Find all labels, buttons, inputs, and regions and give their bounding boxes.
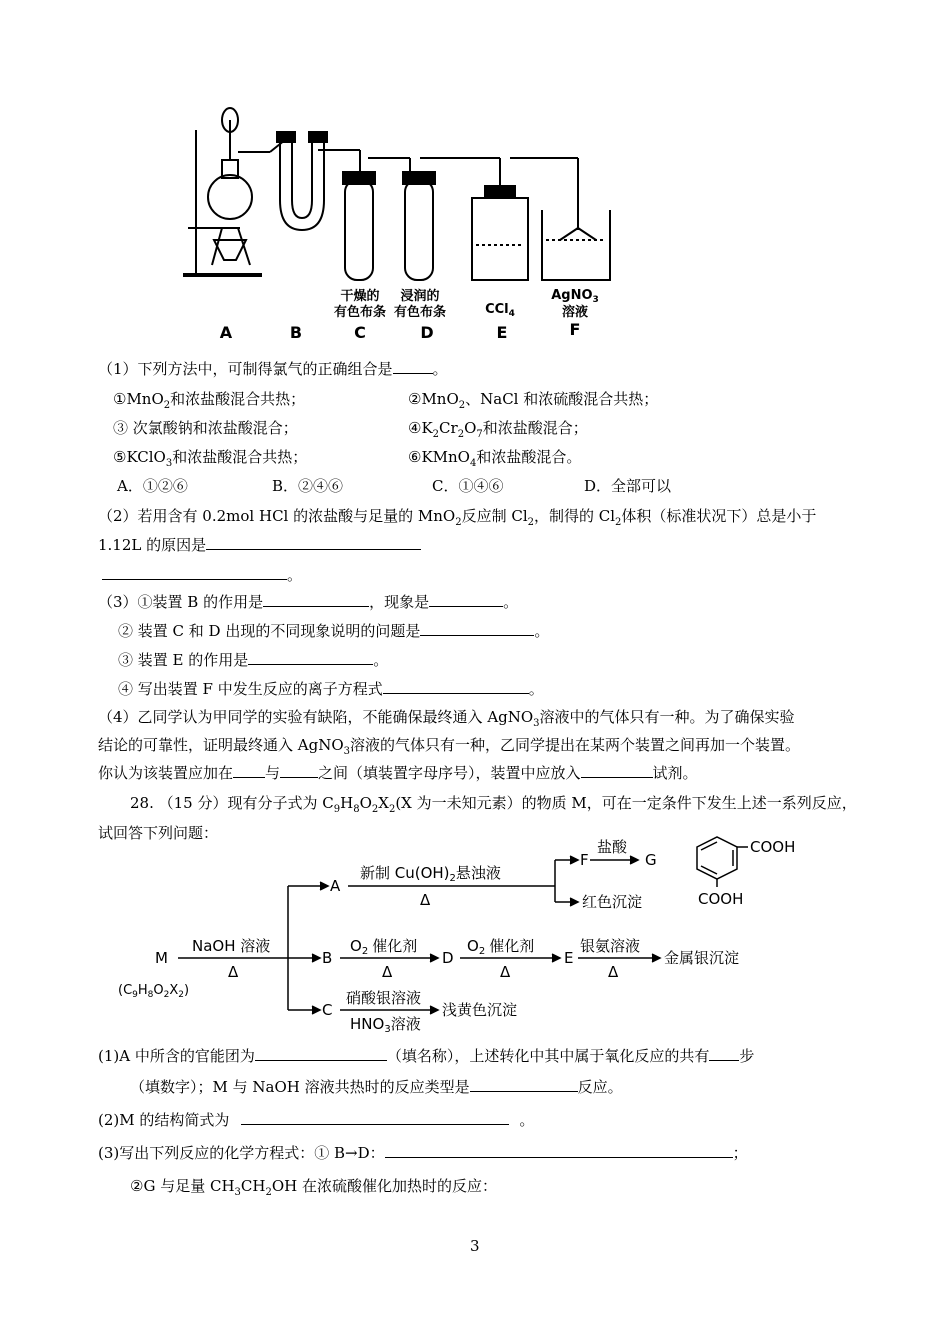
q28-part1-1: (1)A 中所含的官能团为 （填名称），上述转化中其中属于氧化反应的共有 步 — [98, 1047, 755, 1065]
answer-blank[interactable] — [206, 535, 421, 550]
label-E: E — [496, 323, 508, 342]
choice-c[interactable]: C．①④⑥ — [432, 477, 504, 495]
scheme-silver: 金属银沉淀 — [664, 949, 740, 967]
scheme-A: A — [330, 877, 341, 895]
scheme-delta: Δ — [228, 963, 239, 981]
answer-blank[interactable] — [429, 592, 503, 607]
scheme-delta-E: Δ — [608, 963, 619, 981]
scheme-B: B — [322, 949, 333, 967]
q27-part3-3: ③ 装置 E 的作用是 。 — [118, 651, 389, 669]
answer-blank[interactable] — [385, 1143, 733, 1158]
label-D: D — [420, 323, 434, 342]
q27-part4-2: 结论的可靠性，证明最终通入 AgNO$_3$溶液的气体只有一种，乙同学提出在某两个装置之间再加一个装置。 — [98, 736, 801, 757]
label-A: A — [219, 323, 233, 342]
option-3: ③ 次氯酸钠和浓盐酸混合； — [113, 419, 298, 437]
choice-a[interactable]: A．①②⑥ — [117, 477, 188, 495]
q28-part3-1: (3)写出下列反应的化学方程式：① B→D： ； — [98, 1144, 748, 1162]
scheme-naoh: NaOH 溶液 — [192, 937, 271, 955]
answer-blank[interactable] — [263, 592, 369, 607]
caption-E: CCl$_4$ — [485, 302, 515, 319]
caption-C-2: 有色布条 — [333, 305, 387, 320]
q27-part2-line2: 1.12L 的原因是 — [98, 535, 421, 555]
answer-blank[interactable] — [241, 1110, 509, 1125]
caption-D-2: 有色布条 — [393, 305, 447, 320]
answer-blank[interactable] — [233, 763, 265, 778]
choice-b[interactable]: B．②④⑥ — [272, 477, 344, 495]
answer-blank[interactable] — [709, 1046, 739, 1061]
scheme-cooh2: COOH — [698, 890, 744, 908]
option-1: ①MnO$_2$和浓盐酸混合共热； — [113, 390, 306, 411]
scheme-M-formula: $(C_9H_8O_2X_2)$ — [118, 983, 190, 1000]
q27-part1: （1）下列方法中，可制得氯气的正确组合是 。 — [98, 360, 448, 378]
scheme-hcl: 盐酸 — [597, 838, 628, 856]
answer-blank[interactable] — [248, 650, 373, 665]
caption-F-1: AgNO$_3$ — [551, 288, 599, 305]
answer-blank[interactable] — [470, 1077, 578, 1092]
scheme-hno3: $HNO_3$溶液 — [350, 1015, 421, 1032]
scheme-D: D — [442, 949, 454, 967]
scheme-F: F — [580, 851, 589, 869]
caption-C-1: 干燥的 — [340, 289, 380, 304]
option-2: ②MnO$_2$、NaCl 和浓硫酸混合共热； — [408, 390, 659, 411]
choice-d[interactable]: D．全部可以 — [584, 477, 672, 495]
reaction-scheme — [0, 832, 950, 1032]
q27-part3-2: ② 装置 C 和 D 出现的不同现象说明的问题是 。 — [118, 622, 550, 640]
option-4: $④K_2Cr_2O_7$和浓盐酸混合； — [408, 419, 588, 440]
option-6: ⑥KMnO$_4$和浓盐酸混合。 — [408, 448, 582, 469]
q28-part3-2: ②G 与足量 $CH_3CH_2OH$ 在浓硫酸催化加热时的反应： — [130, 1177, 497, 1198]
caption-F-2: 溶液 — [561, 305, 589, 320]
q27-part4-1: （4）乙同学认为甲同学的实验有缺陷，不能确保最终通入 AgNO$_3$溶液中的气体只有一种。为了确保实验 — [98, 708, 795, 729]
scheme-G: G — [645, 851, 657, 869]
scheme-delta-A: Δ — [420, 891, 431, 909]
answer-blank[interactable] — [255, 1046, 387, 1061]
scheme-o2cat-2: $O_2$ 催化剂 — [467, 937, 535, 957]
option-5: ⑤KClO$_3$和浓盐酸混合共热； — [113, 448, 308, 469]
scheme-cooh1: COOH — [750, 838, 796, 856]
label-C: C — [354, 323, 366, 342]
scheme-yellow: 浅黄色沉淀 — [442, 1001, 518, 1019]
scheme-red: 红色沉淀 — [582, 893, 643, 911]
scheme-agno3: 硝酸银溶液 — [346, 989, 422, 1007]
answer-blank[interactable] — [581, 763, 653, 778]
q27-part2: （2）若用含有 0.2mol HCl 的浓盐酸与足量的 MnO$_2$反应制 $Cl_2$，制得的 $Cl_2$体积（标准状况下）总是小于 — [98, 507, 817, 528]
answer-blank[interactable] — [280, 763, 318, 778]
label-F: F — [569, 320, 581, 339]
apparatus-diagram — [0, 0, 950, 350]
q28-part2: (2)M 的结构简式为 。 — [98, 1111, 535, 1129]
page-number: 3 — [470, 1237, 480, 1255]
q27-part3-4: ④ 写出装置 F 中发生反应的离子方程式 。 — [118, 680, 544, 698]
scheme-silverammonia: 银氨溶液 — [580, 937, 641, 955]
q28-intro-2: 试回答下列问题： — [98, 824, 219, 842]
answer-blank[interactable] — [420, 621, 534, 636]
q27-part3-1: （3）①装置 B 的作用是 ，现象是 。 — [98, 593, 519, 611]
scheme-o2cat-1: $O_2$ 催化剂 — [350, 937, 418, 957]
answer-blank[interactable] — [383, 679, 529, 694]
answer-blank[interactable] — [393, 359, 433, 374]
scheme-M: M — [155, 949, 168, 967]
q27-part4-3: 你认为该装置应加在 与 之间（填装置字母序号），装置中应放入 试剂。 — [98, 764, 698, 782]
scheme-E: E — [564, 949, 574, 967]
q27-part2-line3: 。 — [102, 565, 302, 585]
scheme-delta-D: Δ — [500, 963, 511, 981]
caption-D-1: 浸润的 — [400, 289, 440, 304]
answer-blank[interactable] — [102, 565, 287, 580]
label-B: B — [289, 323, 303, 342]
scheme-reagentA: 新制 $Cu(OH)_2$悬浊液 — [360, 864, 501, 884]
scheme-C: C — [322, 1001, 333, 1019]
q28-part1-2: （填数字）；M 与 NaOH 溶液共热时的反应类型是 反应。 — [130, 1078, 623, 1096]
scheme-delta-B: Δ — [382, 963, 393, 981]
q28-intro-1: 28. （15 分）现有分子式为 $C_9H_8O_2X_2(X$ 为一未知元素）的物质 M，可在一定条件下发生上述一系列反应， — [130, 794, 857, 815]
